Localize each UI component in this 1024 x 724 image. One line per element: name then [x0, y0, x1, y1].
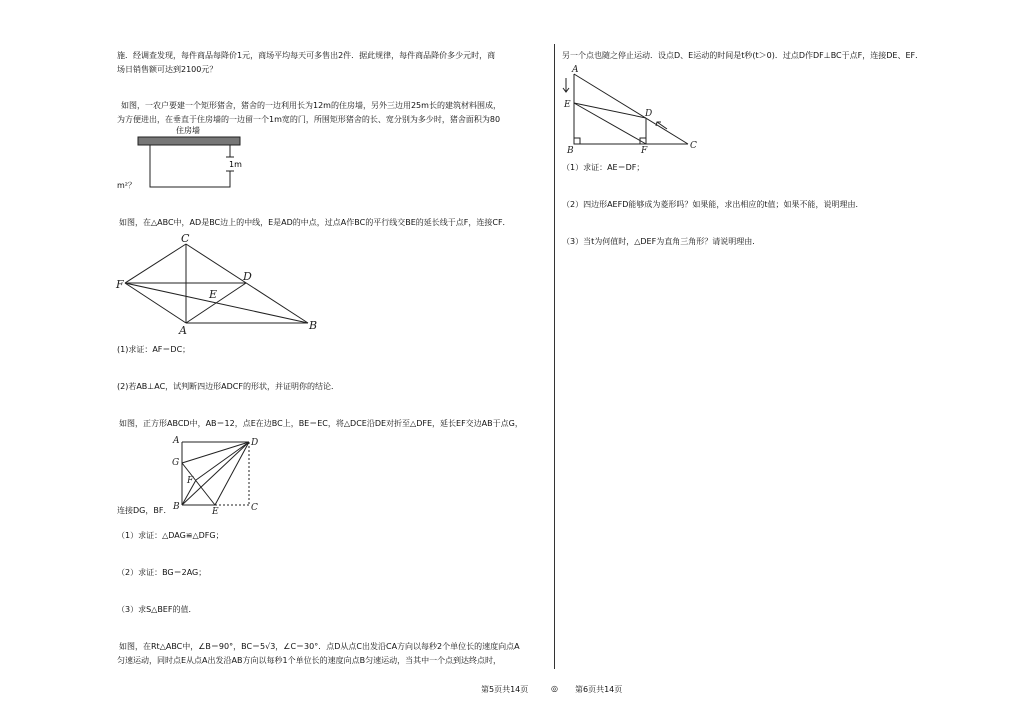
label-f: F [116, 278, 124, 291]
wall-label: 住房墙 [176, 126, 200, 135]
problem-question: (2)若AB⊥AC，试判断四边形ADCF的形状，并证明你的结论． [117, 382, 339, 391]
problem-text: 连接DG，BF． [117, 506, 172, 515]
problem-text: 如图，正方形ABCD中，AB＝12，点E在边BC上，BE＝EC，将△DCE沿DE对折至△DFE，延长EF交边AB于点G， [119, 419, 523, 428]
problem-text: 为方便进出，在垂直于住房墙的一边留一个1m宽的门，所围矩形猪舍的长、宽分别为多少时，猪舍面积为80 [117, 115, 501, 124]
label-a: A [179, 324, 187, 337]
page-number-left: 第5页共14页 [481, 685, 529, 694]
door-label: 1m [229, 160, 242, 169]
label-c: C [251, 503, 258, 513]
label-d: D [243, 270, 252, 283]
problem-question: （2）四边形AEFD能够成为菱形吗？如果能，求出相应的t值；如果不能，说明理由． [562, 200, 864, 209]
label-a: A [572, 65, 579, 75]
label-b: B [567, 146, 574, 156]
problem-text: 如图，一农户要建一个矩形猪舍，猪舍的一边利用长为12m的住房墙，另外三边用25m长的建筑材料围成， [121, 101, 501, 110]
label-f: F [641, 146, 648, 156]
square-abcd-figure [168, 432, 263, 517]
page-number-right: 第6页共14页 [575, 685, 623, 694]
problem-text: 匀速运动，同时点E从点A出发沿AB方向以每秒1个单位长的速度向点B匀速运动，当其中一个点到达终点时， [117, 656, 502, 665]
problem-text: 如图，在△ABC中，AD是BC边上的中线，E是AD的中点，过点A作BC的平行线交BE的延长线于点F，连接CF． [119, 218, 511, 227]
label-e: E [212, 507, 219, 517]
problem-question: （1）求证：△DAG≌△DFG； [117, 531, 224, 540]
problem-question: （3）当t为何值时，△DEF为直角三角形？请说明理由． [562, 237, 761, 246]
right-triangle-figure [560, 62, 710, 154]
label-b: B [309, 319, 318, 332]
label-g: G [172, 458, 180, 468]
problem-text: 另一个点也随之停止运动．设点D、E运动的时间是t秒(t＞0)．过点D作DF⊥BC于点F，连接DE、EF． [562, 51, 924, 60]
problem-text: 施．经调查发现，每件商品每降价1元，商场平均每天可多售出2件．据此规律，每件商品降价多少元时，商 [117, 51, 496, 60]
label-a: A [173, 436, 180, 446]
problem-question: （2）求证：BG＝2AG； [117, 568, 207, 577]
label-e: E [564, 100, 571, 110]
problem-text: 场日销售额可达到2100元？ [117, 65, 218, 74]
column-divider [554, 44, 555, 669]
label-f: F [187, 476, 194, 486]
label-c: C [181, 232, 190, 245]
problem-question: （1）求证：AE＝DF； [562, 163, 645, 172]
separator-mark: ◎ [551, 684, 558, 693]
label-d: D [645, 109, 653, 119]
problem-question: (1)求证：AF＝DC； [117, 345, 191, 354]
label-e: E [209, 288, 218, 301]
pigsty-figure [130, 124, 260, 190]
problem-text: 如图，在Rt△ABC中，∠B＝90°，BC＝5√3，∠C＝30°．点D从点C出发沿CA方向以每秒2个单位长的速度向点A [119, 642, 520, 651]
label-b: B [173, 502, 180, 512]
problem-text: m²？ [117, 181, 136, 190]
label-c: C [690, 141, 697, 151]
label-d: D [251, 438, 259, 448]
triangle-abc-figure [113, 230, 323, 335]
problem-question: （3）求S△BEF的值． [117, 605, 197, 614]
